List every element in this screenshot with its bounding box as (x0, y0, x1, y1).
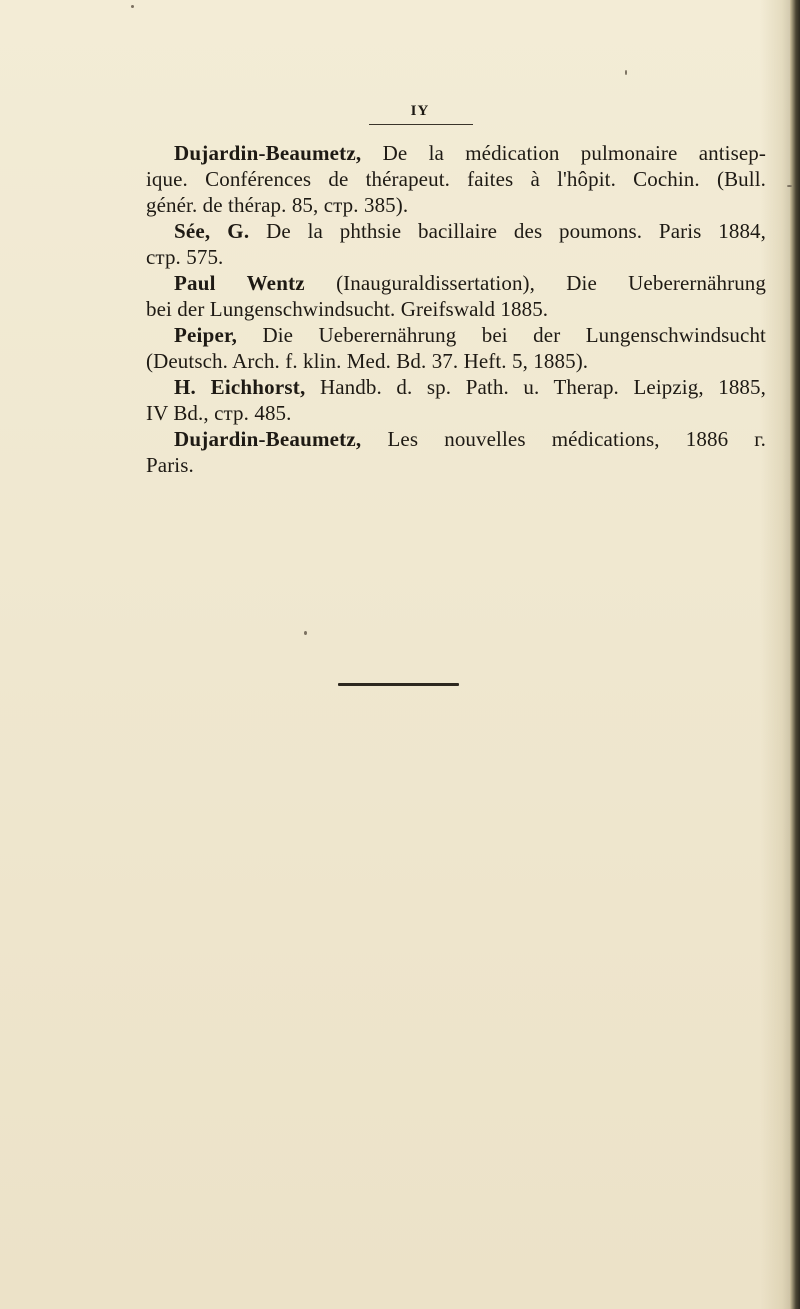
entry-line: Paris. (146, 453, 194, 477)
entry-line (146, 426, 766, 452)
entry-line (146, 374, 766, 400)
closing-rule (338, 683, 459, 686)
entry-text: Handb. d. sp. Path. u. Therap. Leipzig, 1885, (305, 375, 766, 399)
page-number: IY (410, 103, 430, 119)
entry-author: H. Eichhorst, (174, 375, 306, 399)
paper-speck (787, 185, 792, 187)
entry-line: IV Bd., стр. 485. (146, 401, 292, 425)
bibliography-entry (146, 322, 766, 374)
paper-speck (304, 631, 307, 635)
entry-line: стр. 575. (146, 245, 224, 269)
entry-line (146, 270, 766, 296)
entry-line: (Deutsch. Arch. f. klin. Med. Bd. 37. Heft. 5, 1885). (146, 349, 589, 373)
paper-speck (131, 5, 134, 8)
bibliography-entry (146, 426, 766, 478)
entry-author: Paul Wentz (174, 271, 305, 295)
entry-line: bei der Lungenschwindsucht. Greifswald 1885. (146, 297, 549, 321)
page-edge (790, 0, 800, 1309)
entry-author: Sée, G. (174, 219, 250, 243)
entry-text: (Inauguraldissertation), Die Ueberernährung (304, 271, 766, 295)
bibliography-entry (146, 218, 766, 270)
bibliography-list (146, 140, 766, 478)
entry-line (146, 140, 766, 166)
entry-line (146, 218, 766, 244)
entry-line: génér. de thérap. 85, стр. 385). (146, 193, 409, 217)
entry-line: ique. Conférences de thérapeut. faites à l'hôpit. Cochin. (Bull. (146, 167, 766, 191)
entry-author: Dujardin-Beaumetz, (174, 427, 362, 451)
bibliography-entry (146, 374, 766, 426)
paper-speck (625, 70, 627, 75)
entry-text: Les nouvelles médications, 1886 г. (361, 427, 766, 451)
entry-text: De la médication pulmonaire antisep- (361, 141, 766, 165)
entry-text: De la phthsie bacillaire des poumons. Paris 1884, (249, 219, 766, 243)
entry-line (146, 322, 766, 348)
page-number-rule (369, 124, 473, 125)
entry-text: Die Ueberernährung bei der Lungenschwindsucht (237, 323, 766, 347)
bibliography-entry (146, 140, 766, 218)
entry-author: Peiper, (174, 323, 238, 347)
entry-author: Dujardin-Beaumetz, (174, 141, 362, 165)
bibliography-entry (146, 270, 766, 322)
